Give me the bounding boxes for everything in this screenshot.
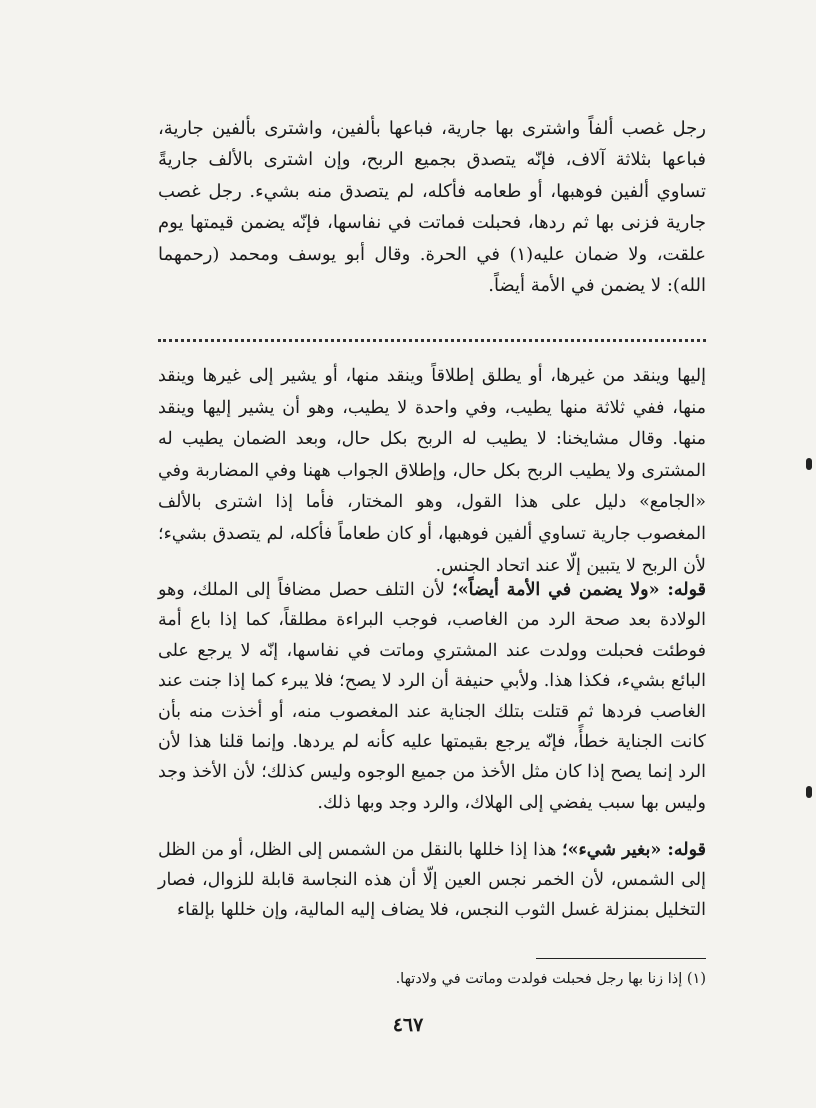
commentary-lead: قوله: «ولا يضمن في الأمة أيضاً»؛ [452,580,706,600]
scan-speck [806,458,812,470]
footnote-rule [536,958,706,959]
footnote: (١) إذا زنا بها رجل فحبلت فولدت وماتت في ولادتها. [395,971,706,987]
scan-speck [806,786,812,798]
commentary-lead: قوله: «بغير شيء»؛ [562,840,706,860]
commentary-paragraph: إليها وينقد من غيرها، أو يطلق إطلاقاً وينقد منها، أو يشير إلى غيرها وينقد منها، ففي ثلاثة منها يطيب، وفي واحدة لا يطيب، وهو أن يشير إليها وينقد منها. وقال مشايخنا: لا يطيب له الربح بكل حال، وبعد الضمان يطيب له المشترى ولا يطيب الربح بكل حال، وإطلاق الجواب ههنا وفي المضاربة وفي «الجامع» دليل على هذا القول، وهو المختار، فأما إذا اشترى بالألف المغصوب جارية تساوي ألفين فوهبها، أو كان طعاماً فأكله، لم يتصدق بشيء؛ لأن الربح لا يتبين إلّا عند اتحاد الجنس. [158,366,706,576]
commentary-body: هذا إذا خللها بالنقل من الشمس إلى الظل، أو من الظل إلى الشمس، لأن الخمر نجس العين إلّا أن هذه النجاسة قابلة للزوال، فصار التخليل بمنزلة غسل الثوب النجس، فلا يضاف إليه المالية، وإن خللها بإلقاء [158,840,706,921]
dotted-separator [158,339,706,342]
matn-paragraph: رجل غصب ألفاً واشترى بها جارية، فباعها بألفين، واشترى بألفين جارية، فباعها بثلاثة آلاف، فإنّه يتصدق بجميع الربح، وإن اشترى بالألف جاريةً تساوي ألفين فوهبها، أو طعامه فأكله، لم يتصدق منه بشيء. رجل غصب جارية فزنى بها ثم ردها، فحبلت فماتت في نفاسها، فإنّه يضمن قيمتها يوم علقت، ولا ضمان عليه(١) في الحرة. وقال أبو يوسف ومحمد (رحمهما الله): لا يضمن في الأمة أيضاً. [158,118,707,297]
commentary-paragraph [158,575,706,818]
main-text [158,113,706,301]
commentary-paragraph [158,835,706,926]
commentary-block-3 [158,835,706,926]
commentary-block-2 [158,575,706,818]
page-number: ٤٦٧ [392,1014,424,1036]
commentary-body: لأن التلف حصل مضافاً إلى الملك، وهو الولادة بعد صحة الرد من الغاصب، فوجب البراءة مطلقاً، كما إذا باع أمة فوطئت فحبلت وولدت عند المشتري وماتت في نفاسها، إنّه لا يرجع على البائع بشيء، فكذا هذا. ولأبي حنيفة أن الرد لا يصح؛ فلا يبرء كما إذا جنت عند الغاصب فردها ثم قتلت بتلك الجناية عند المغصوب منه، أو أخذت منه بأن كانت الجناية خطأً، فإنّه يرجع بقيمتها عليه كأنه لم يردها. وإنما قلنا هذا لأن الرد إنما يصح إذا كان مثل الأخذ من جميع الوجوه وليس كذلك؛ لأن الأخذ وجد وليس بها سبب يفضي إلى الهلاك، والرد وجد وبها ذلك. [158,580,706,813]
commentary-block-1 [158,361,706,582]
